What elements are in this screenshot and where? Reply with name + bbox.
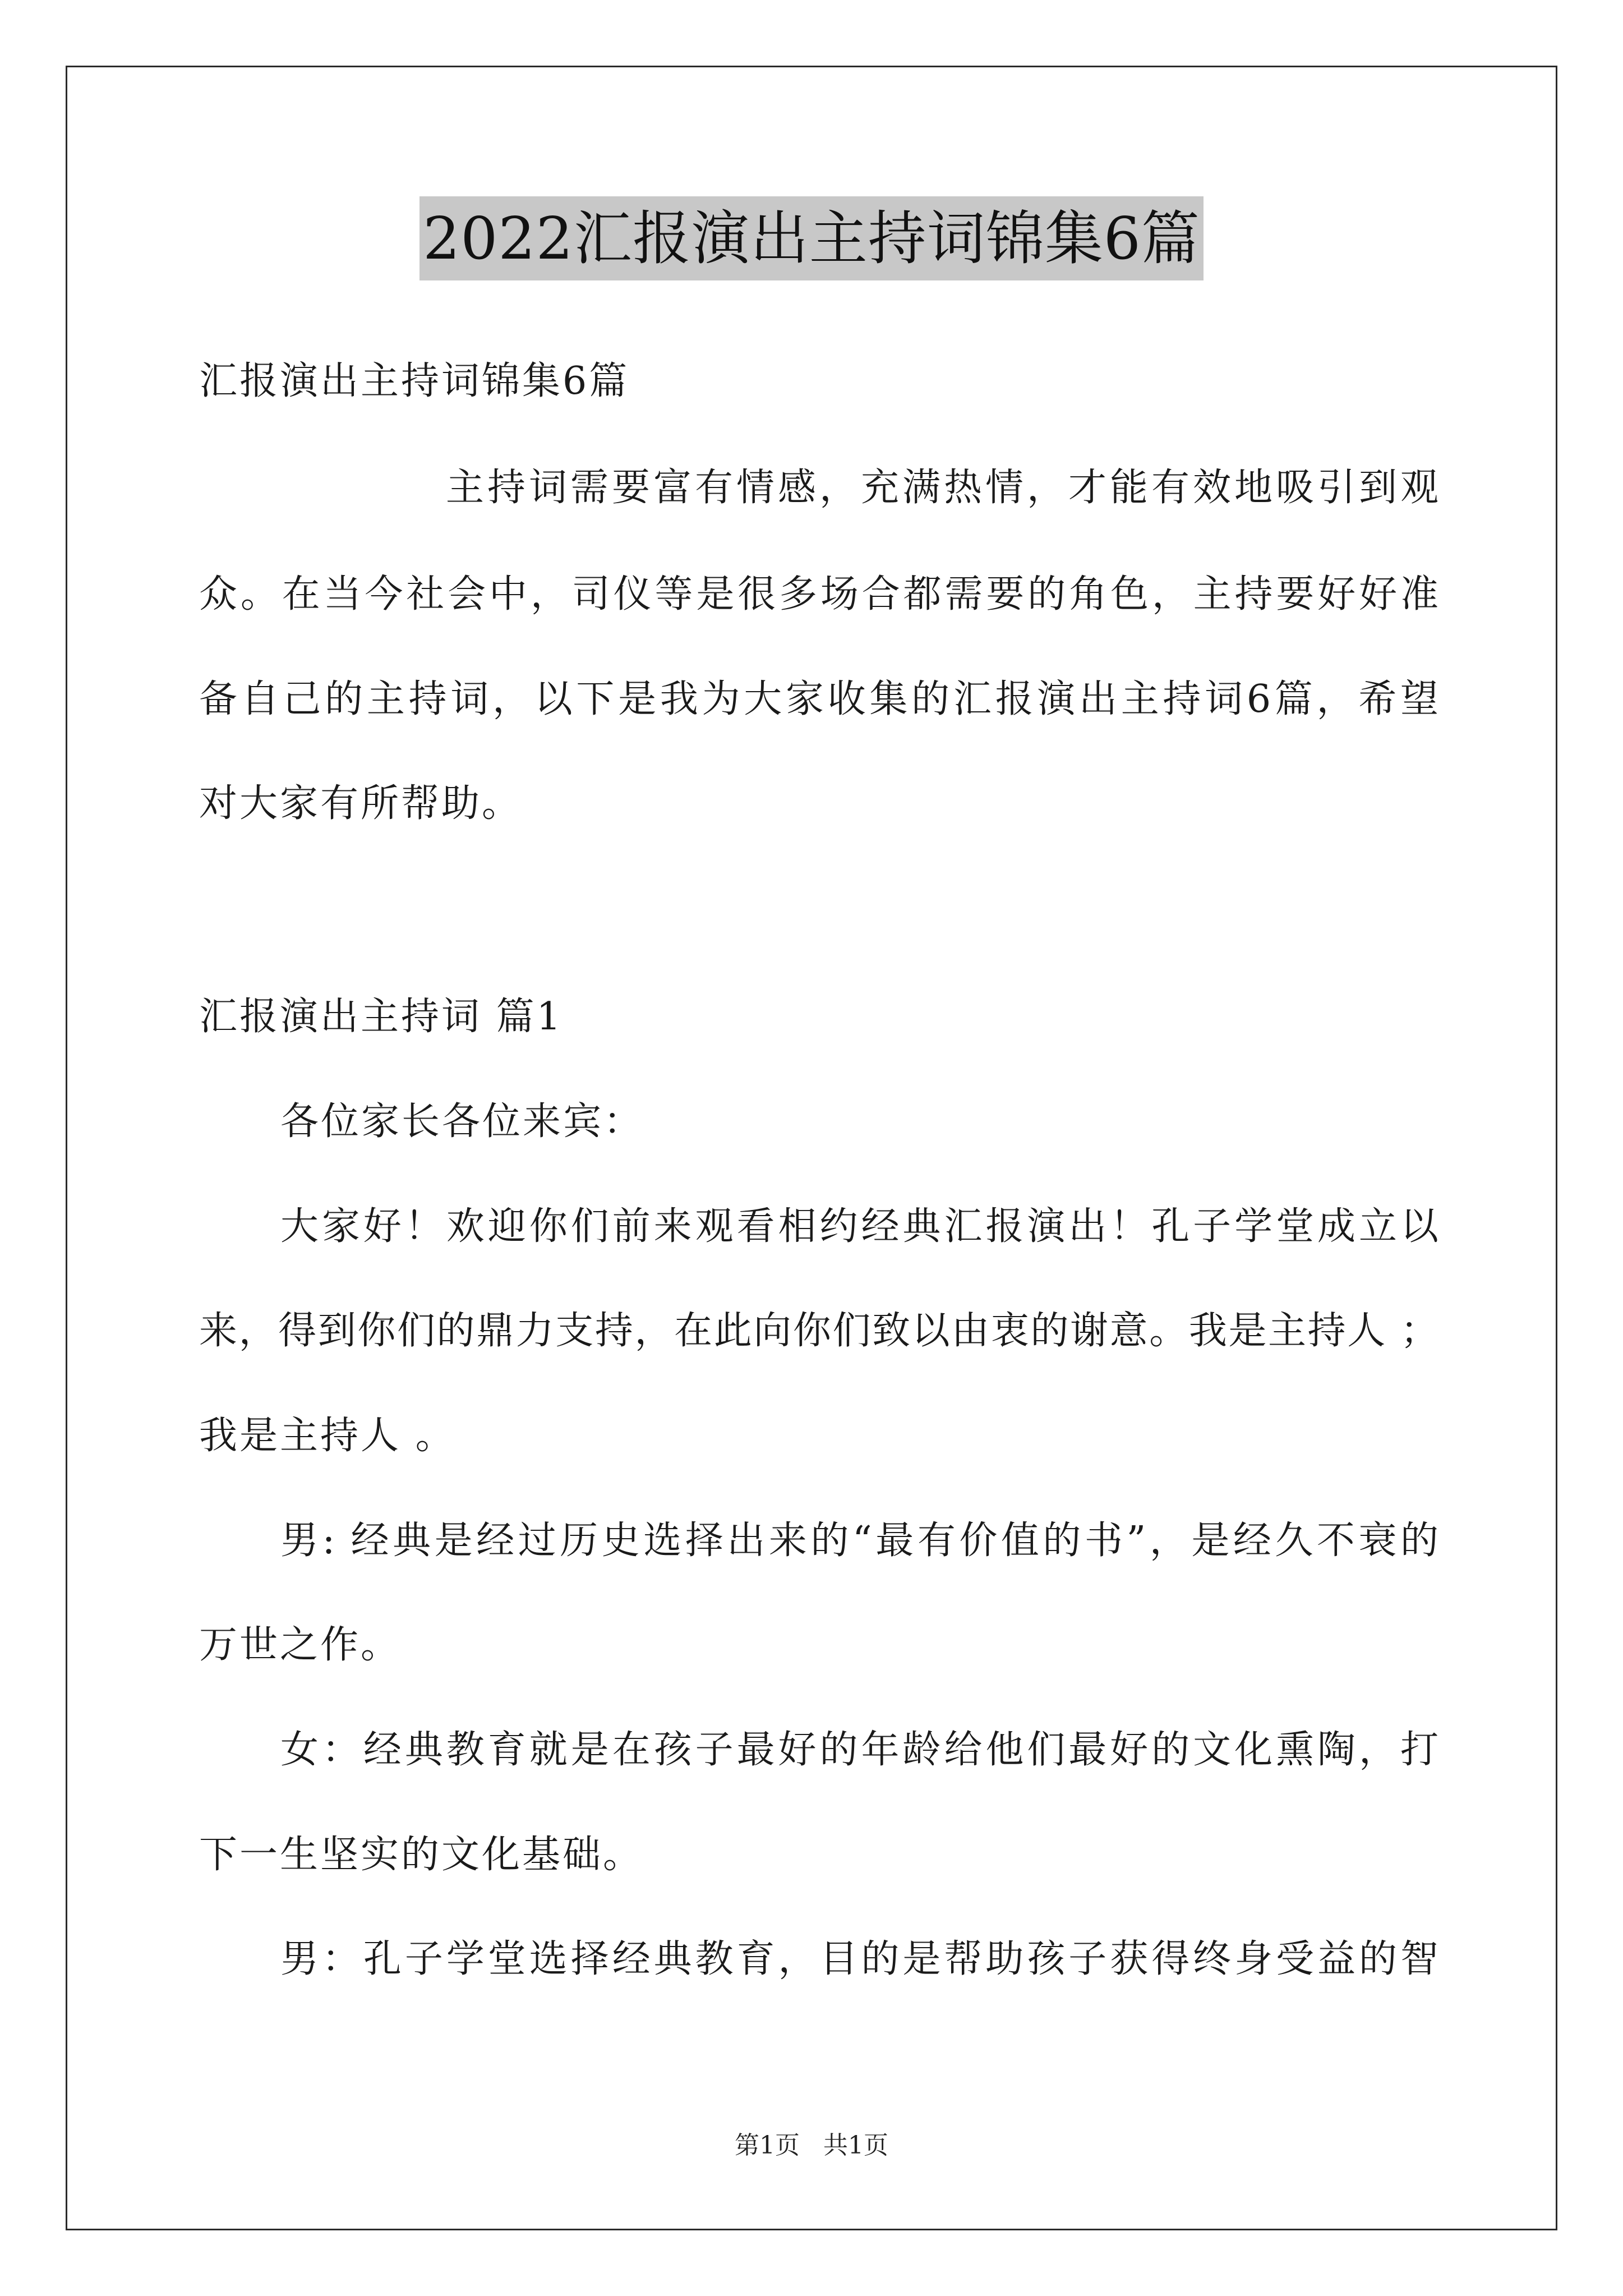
para-3-line-1: 女：经典教育就是在孩子最好的年龄给他们最好的文化熏陶，打 xyxy=(280,1728,1438,1772)
para-1-line-2: 来，得到你们的鼎力支持，在此向你们致以由衷的谢意。我是主持人 ； xyxy=(199,1309,1438,1353)
section-heading: 汇报演出主持词 篇1 xyxy=(199,995,563,1039)
para-4-line-1: 男：孔子学堂选择经典教育，目的是帮助孩子获得终身受益的智 xyxy=(280,1937,1438,1981)
para-2-line-1: 男: 经典是经过历史选择出来的“最有价值的书”，是经久不衰的 xyxy=(280,1519,1438,1563)
para-1-line-1: 大家好！欢迎你们前来观看相约经典汇报演出！孔子学堂成立以 xyxy=(280,1204,1438,1249)
para-1-line-3: 我是主持人 。 xyxy=(199,1414,456,1458)
subtitle-line: 汇报演出主持词锦集6篇 xyxy=(199,359,630,403)
greeting-line: 各位家长各位来宾： xyxy=(280,1099,644,1144)
intro-line-2: 众。在当今社会中，司仪等是很多场合都需要的角色，主持要好好准 xyxy=(199,572,1438,616)
page-footer: 第1页 共1页 xyxy=(735,2131,888,2160)
title-block xyxy=(0,196,1623,280)
intro-line-4: 对大家有所帮助。 xyxy=(199,781,523,826)
para-2-line-2: 万世之作。 xyxy=(199,1623,402,1667)
intro-line-3: 备自己的主持词，以下是我为大家收集的汇报演出主持词6篇，希望 xyxy=(199,677,1438,721)
intro-line-1: 主持词需要富有情感，充满热情，才能有效地吸引到观 xyxy=(446,466,1438,510)
document-title: 2022汇报演出主持词锦集6篇 xyxy=(419,196,1204,280)
para-3-line-2: 下一生坚实的文化基础。 xyxy=(199,1833,644,1877)
